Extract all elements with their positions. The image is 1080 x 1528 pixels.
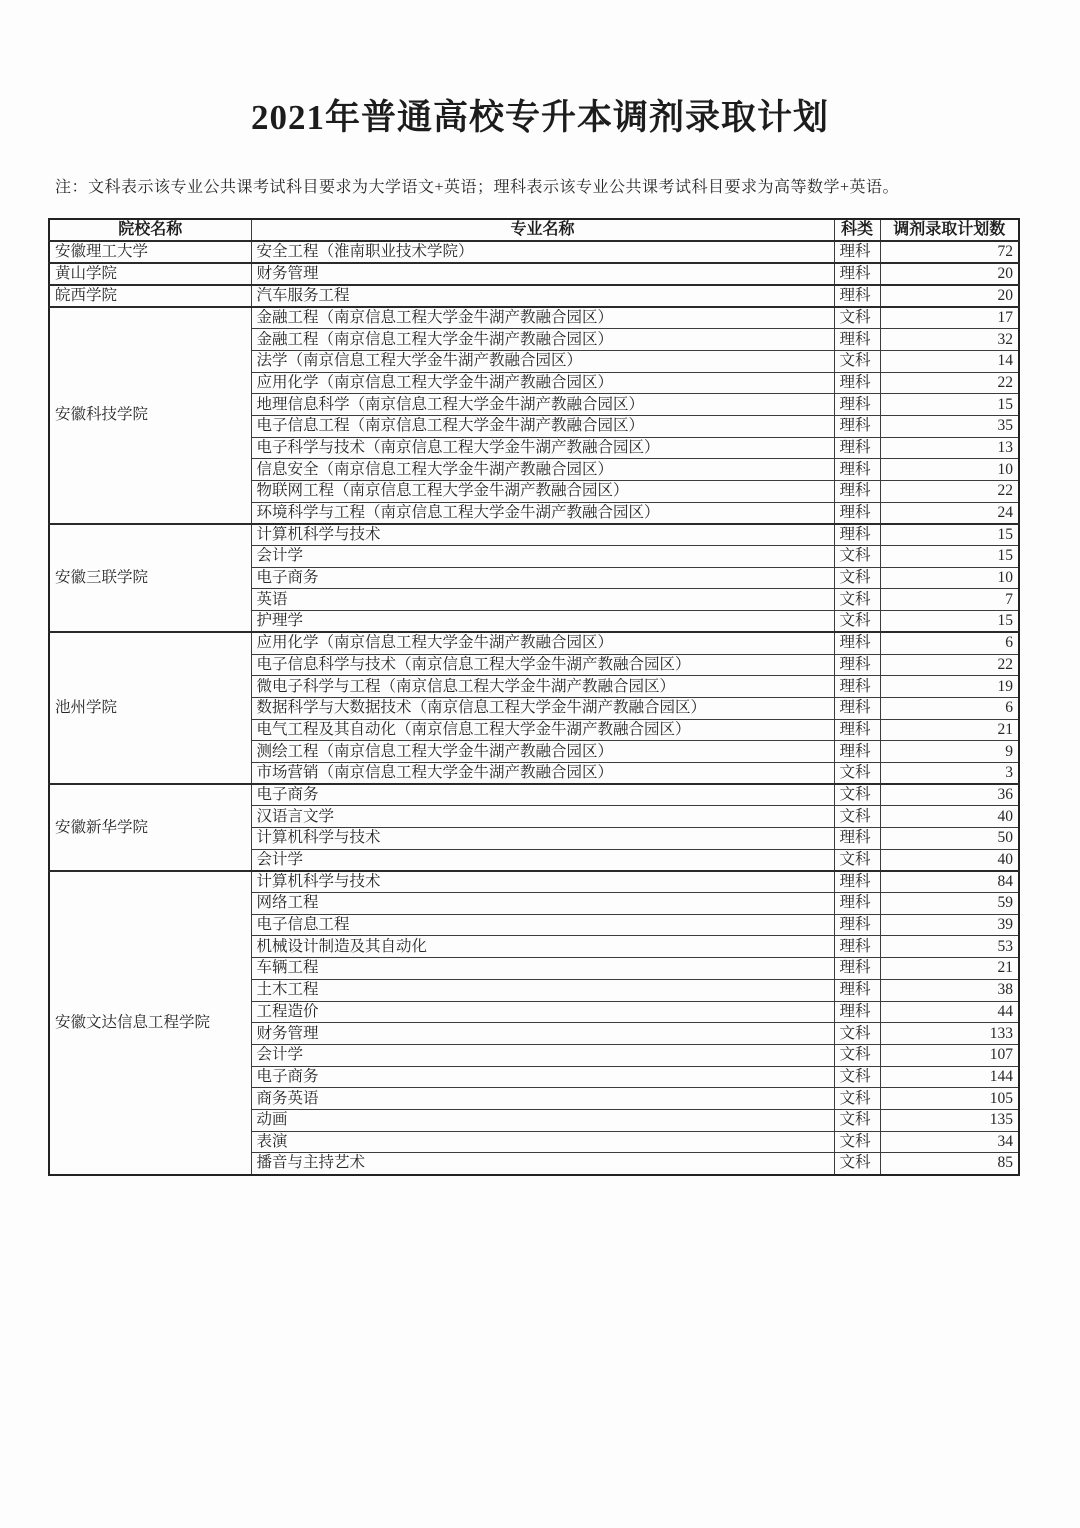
major-cell: 电子商务: [251, 567, 834, 589]
category-cell: 理科: [834, 1001, 880, 1023]
category-cell: 文科: [834, 1109, 880, 1131]
page-title: 2021年普通高校专升本调剂录取计划: [250, 98, 829, 137]
plan-cell: 34: [880, 1131, 1019, 1153]
category-cell: 文科: [834, 762, 880, 784]
plan-cell: 19: [880, 676, 1019, 698]
category-cell: 文科: [834, 567, 880, 589]
major-cell: 安全工程（淮南职业技术学院）: [251, 241, 834, 263]
major-cell: 地理信息科学（南京信息工程大学金牛湖产教融合园区）: [251, 394, 834, 416]
plan-cell: 38: [880, 979, 1019, 1001]
plan-cell: 13: [880, 437, 1019, 459]
plan-cell: 35: [880, 415, 1019, 437]
table-row: [49, 307, 1019, 329]
plan-cell: 22: [880, 481, 1019, 503]
major-cell: 测绘工程（南京信息工程大学金牛湖产教融合园区）: [251, 741, 834, 763]
major-cell: 电子科学与技术（南京信息工程大学金牛湖产教融合园区）: [251, 437, 834, 459]
major-cell: 会计学: [251, 849, 834, 871]
major-cell: 财务管理: [251, 263, 834, 285]
category-cell: 文科: [834, 589, 880, 611]
college-cell: 安徽科技学院: [49, 307, 251, 524]
category-cell: 理科: [834, 871, 880, 893]
column-header-plan: 调剂录取计划数: [880, 219, 1019, 241]
major-cell: 网络工程: [251, 893, 834, 915]
major-cell: 环境科学与工程（南京信息工程大学金牛湖产教融合园区）: [251, 502, 834, 524]
major-cell: 工程造价: [251, 1001, 834, 1023]
major-cell: 金融工程（南京信息工程大学金牛湖产教融合园区）: [251, 329, 834, 351]
college-cell: 皖西学院: [49, 285, 251, 307]
category-cell: 理科: [834, 979, 880, 1001]
table-row: [49, 524, 1019, 546]
major-cell: 会计学: [251, 1044, 834, 1066]
major-cell: 电子信息工程（南京信息工程大学金牛湖产教融合园区）: [251, 415, 834, 437]
major-cell: 动画: [251, 1109, 834, 1131]
plan-cell: 32: [880, 329, 1019, 351]
category-cell: 理科: [834, 676, 880, 698]
category-cell: 理科: [834, 285, 880, 307]
category-cell: 理科: [834, 241, 880, 263]
category-cell: 文科: [834, 1088, 880, 1110]
major-cell: 电子商务: [251, 784, 834, 806]
category-cell: 理科: [834, 329, 880, 351]
category-cell: 理科: [834, 372, 880, 394]
plan-cell: 9: [880, 741, 1019, 763]
plan-cell: 85: [880, 1153, 1019, 1175]
category-cell: 理科: [834, 437, 880, 459]
plan-cell: 17: [880, 307, 1019, 329]
plan-cell: 40: [880, 849, 1019, 871]
major-cell: 计算机科学与技术: [251, 524, 834, 546]
plan-cell: 84: [880, 871, 1019, 893]
college-cell: 安徽三联学院: [49, 524, 251, 632]
major-cell: 电子信息科学与技术（南京信息工程大学金牛湖产教融合园区）: [251, 654, 834, 676]
plan-cell: 20: [880, 263, 1019, 285]
major-cell: 护理学: [251, 611, 834, 633]
column-header-major: 专业名称: [251, 219, 834, 241]
admission-plan-table: [48, 218, 1020, 1176]
category-cell: 文科: [834, 806, 880, 828]
plan-cell: 72: [880, 241, 1019, 263]
category-cell: 理科: [834, 719, 880, 741]
major-cell: 土木工程: [251, 979, 834, 1001]
plan-cell: 36: [880, 784, 1019, 806]
major-cell: 电子商务: [251, 1066, 834, 1088]
college-cell: 池州学院: [49, 632, 251, 784]
category-cell: 理科: [834, 263, 880, 285]
plan-cell: 15: [880, 611, 1019, 633]
category-cell: 理科: [834, 459, 880, 481]
table-row: [49, 871, 1019, 893]
category-cell: 文科: [834, 611, 880, 633]
plan-cell: 133: [880, 1023, 1019, 1045]
plan-cell: 21: [880, 719, 1019, 741]
category-cell: 理科: [834, 481, 880, 503]
plan-cell: 144: [880, 1066, 1019, 1088]
plan-cell: 15: [880, 546, 1019, 568]
column-header-college: 院校名称: [49, 219, 251, 241]
plan-cell: 22: [880, 372, 1019, 394]
college-cell: 安徽理工大学: [49, 241, 251, 263]
major-cell: 车辆工程: [251, 958, 834, 980]
table-row: [49, 263, 1019, 285]
category-cell: 文科: [834, 546, 880, 568]
column-header-category: 科类: [834, 219, 880, 241]
major-cell: 应用化学（南京信息工程大学金牛湖产教融合园区）: [251, 372, 834, 394]
major-cell: 市场营销（南京信息工程大学金牛湖产教融合园区）: [251, 762, 834, 784]
category-cell: 文科: [834, 1066, 880, 1088]
plan-cell: 59: [880, 893, 1019, 915]
category-cell: 理科: [834, 697, 880, 719]
major-cell: 播音与主持艺术: [251, 1153, 834, 1175]
major-cell: 物联网工程（南京信息工程大学金牛湖产教融合园区）: [251, 481, 834, 503]
major-cell: 财务管理: [251, 1023, 834, 1045]
category-cell: 文科: [834, 1044, 880, 1066]
plan-cell: 24: [880, 502, 1019, 524]
table-row: [49, 632, 1019, 654]
plan-cell: 6: [880, 632, 1019, 654]
major-cell: 微电子科学与工程（南京信息工程大学金牛湖产教融合园区）: [251, 676, 834, 698]
major-cell: 会计学: [251, 546, 834, 568]
plan-cell: 135: [880, 1109, 1019, 1131]
major-cell: 商务英语: [251, 1088, 834, 1110]
plan-cell: 6: [880, 697, 1019, 719]
plan-cell: 107: [880, 1044, 1019, 1066]
major-cell: 汽车服务工程: [251, 285, 834, 307]
plan-cell: 21: [880, 958, 1019, 980]
major-cell: 法学（南京信息工程大学金牛湖产教融合园区）: [251, 350, 834, 372]
plan-cell: 15: [880, 394, 1019, 416]
category-cell: 理科: [834, 958, 880, 980]
category-cell: 理科: [834, 893, 880, 915]
category-cell: 理科: [834, 654, 880, 676]
category-cell: 理科: [834, 914, 880, 936]
major-cell: 金融工程（南京信息工程大学金牛湖产教融合园区）: [251, 307, 834, 329]
college-cell: 黄山学院: [49, 263, 251, 285]
table-row: [49, 241, 1019, 263]
category-cell: 文科: [834, 784, 880, 806]
category-cell: 文科: [834, 307, 880, 329]
plan-cell: 10: [880, 567, 1019, 589]
major-cell: 英语: [251, 589, 834, 611]
plan-cell: 14: [880, 350, 1019, 372]
college-cell: 安徽新华学院: [49, 784, 251, 871]
plan-cell: 7: [880, 589, 1019, 611]
major-cell: 信息安全（南京信息工程大学金牛湖产教融合园区）: [251, 459, 834, 481]
major-cell: 应用化学（南京信息工程大学金牛湖产教融合园区）: [251, 632, 834, 654]
major-cell: 汉语言文学: [251, 806, 834, 828]
major-cell: 计算机科学与技术: [251, 871, 834, 893]
category-cell: 理科: [834, 415, 880, 437]
plan-cell: 39: [880, 914, 1019, 936]
plan-cell: 3: [880, 762, 1019, 784]
category-cell: 文科: [834, 849, 880, 871]
category-cell: 理科: [834, 632, 880, 654]
plan-cell: 20: [880, 285, 1019, 307]
plan-cell: 15: [880, 524, 1019, 546]
major-cell: 电气工程及其自动化（南京信息工程大学金牛湖产教融合园区）: [251, 719, 834, 741]
plan-cell: 50: [880, 828, 1019, 850]
major-cell: 计算机科学与技术: [251, 828, 834, 850]
category-cell: 理科: [834, 741, 880, 763]
category-cell: 文科: [834, 1153, 880, 1175]
major-cell: 机械设计制造及其自动化: [251, 936, 834, 958]
major-cell: 电子信息工程: [251, 914, 834, 936]
major-cell: 表演: [251, 1131, 834, 1153]
category-cell: 理科: [834, 936, 880, 958]
plan-cell: 40: [880, 806, 1019, 828]
table-row: [49, 784, 1019, 806]
category-cell: 理科: [834, 828, 880, 850]
plan-cell: 22: [880, 654, 1019, 676]
category-cell: 文科: [834, 350, 880, 372]
plan-cell: 105: [880, 1088, 1019, 1110]
category-cell: 文科: [834, 1131, 880, 1153]
note-text: 注：文科表示该专业公共课考试科目要求为大学语文+英语；理科表示该专业公共课考试科目要求为高等数学+英语。: [55, 179, 900, 196]
plan-cell: 44: [880, 1001, 1019, 1023]
category-cell: 理科: [834, 502, 880, 524]
major-cell: 数据科学与大数据技术（南京信息工程大学金牛湖产教融合园区）: [251, 697, 834, 719]
plan-cell: 53: [880, 936, 1019, 958]
table-header-row: [49, 219, 1019, 241]
category-cell: 理科: [834, 524, 880, 546]
plan-cell: 10: [880, 459, 1019, 481]
college-cell: 安徽文达信息工程学院: [49, 871, 251, 1175]
category-cell: 文科: [834, 1023, 880, 1045]
category-cell: 理科: [834, 394, 880, 416]
table-row: [49, 285, 1019, 307]
